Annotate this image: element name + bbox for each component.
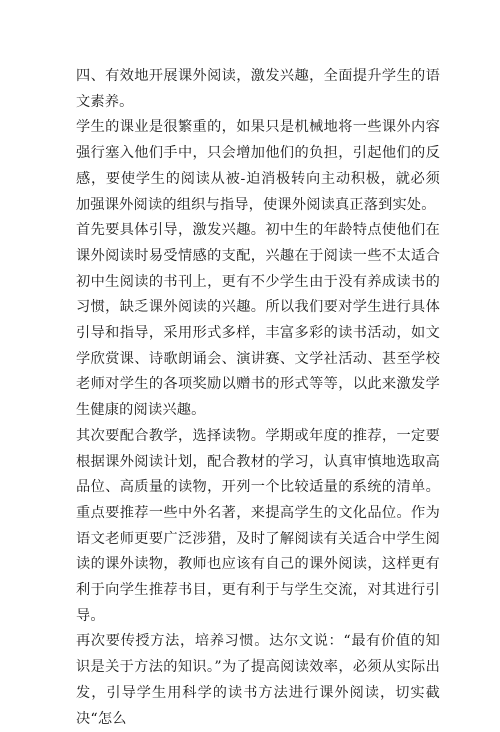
paragraph-1: 学生的课业是很繁重的，如果只是机械地将一些课外内容强行塞入他们手中，只会增加他们的负担，引起他们的反感，要使学生的阅读从被-迫消极转向主动积极，就必须加强课外阅读的组织与指导，使课外阅读真正落到实处。	[76, 119, 440, 213]
paragraph-3: 其次要配合教学，选择读物。学期或年度的推荐，一定要根据课外阅读计划，配合教材的学习，认真审慎地选取高品位、高质量的读物，开列一个比较适量的系统的清单。重点要推荐一些中外名著，来提高学生的文化品位。作为语文老师更要广泛涉猎，及时了解阅读有关适合中学生阅读的课外读物，教师也应该有自己的课外阅读，这样更有利于向学生推荐书目，更有利于与学生交流，对其进行引导。	[76, 427, 440, 624]
paragraph-2: 首先要具体引导，激发兴趣。初中生的年龄特点使他们在课外阅读时易受情感的支配，兴趣在于阅读一些不太适合初中生阅读的书刊上，更有不少学生由于没有养成读书的习惯，缺乏课外阅读的兴趣。所以我们要对学生进行具体引导和指导，采用形式多样，丰富多彩的读书活动，如文学欣赏课、诗歌朗诵会、演讲赛、文学社活动、甚至学校老师对学生的各项奖励以赠书的形式等等，以此来激发学生健康的阅读兴趣。	[76, 222, 440, 419]
section-heading: 四、有效地开展课外阅读，激发兴趣，全面提升学生的语文素养。	[76, 68, 440, 110]
document-body	[76, 64, 440, 732]
paragraph-4: 再次要传授方法，培养习惯。达尔文说：“最有价值的知识是关于方法的知识。”为了提高阅读效率，必须从实际出发，引导学生用科学的读书方法进行课外阅读，切实截决“怎么	[76, 633, 440, 727]
